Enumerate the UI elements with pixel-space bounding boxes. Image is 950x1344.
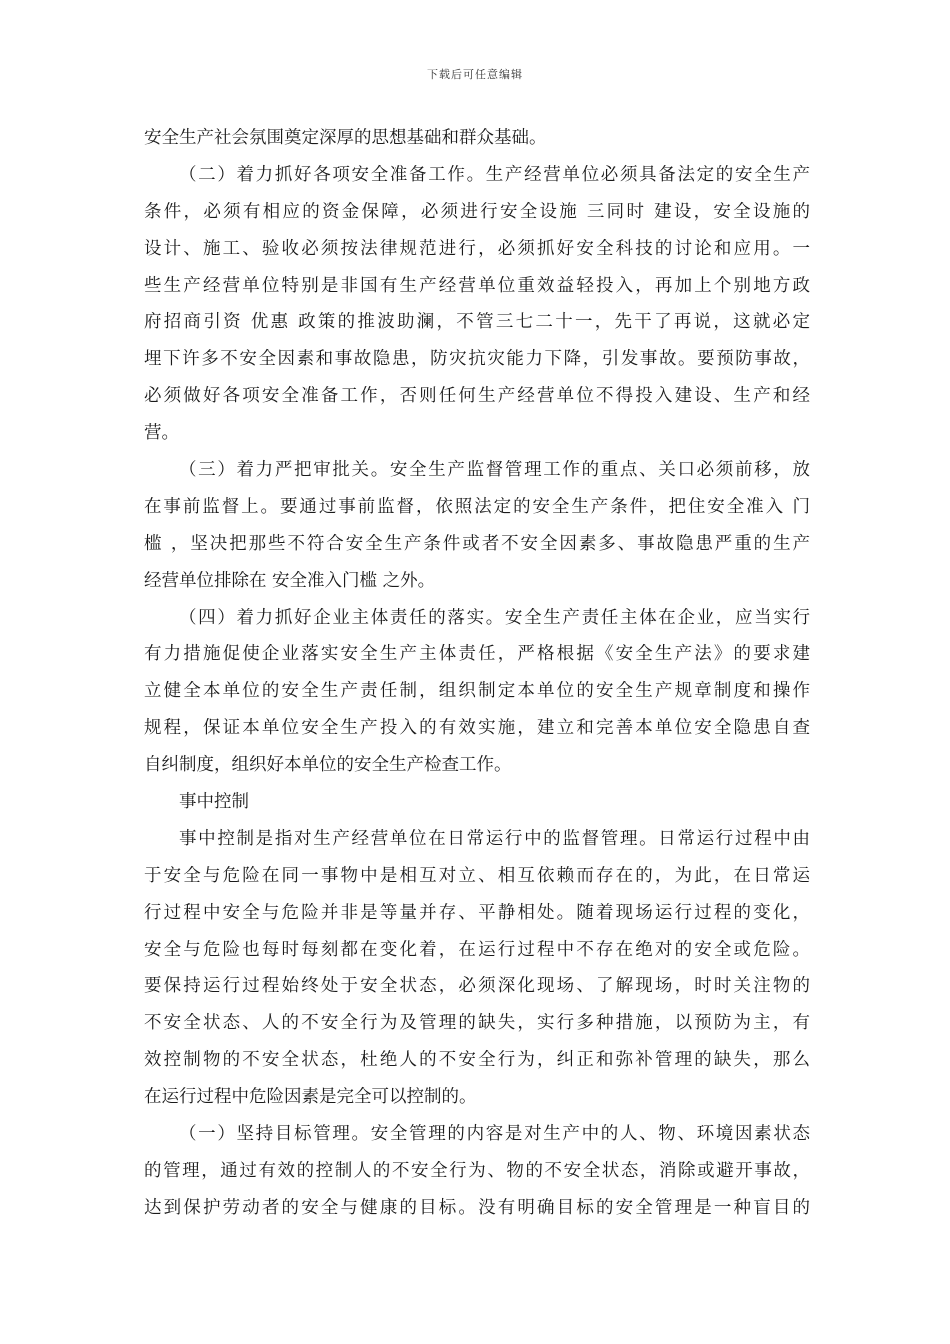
text-line: 安全生产社会氛围奠定深厚的思想基础和群众基础。 (144, 128, 547, 148)
text-line: 在运行过程中危险因素是完全可以控制的。 (144, 1087, 477, 1108)
text-line: 行过程中安全与危险并非是等量并存、平静相处。随着现场运行过程的变化， (144, 902, 810, 923)
text-line: 的管理，通过有效的控制人的不安全行为、物的不安全状态，消除或避开事故， (144, 1160, 810, 1181)
text-line: （二）着力抓好各项安全准备工作。生产经营单位必须具备法定的安全生产 (179, 164, 810, 185)
text-line: 营。 (144, 423, 179, 444)
text-line: 事中控制是指对生产经营单位在日常运行中的监督管理。日常运行过程中由 (179, 828, 810, 849)
text-line: （三）着力严把审批关。安全生产监督管理工作的重点、关口必须前移，放 (179, 460, 810, 481)
text-line: （一）坚持目标管理。安全管理的内容是对生产中的人、物、环境因素状态 (179, 1124, 810, 1145)
text-line: 条件，必须有相应的资金保障，必须进行安全设施 三同时 建设，安全设施的 (144, 201, 810, 222)
text-line: 必须做好各项安全准备工作，否则任何生产经营单位不得投入建设、生产和经 (144, 386, 810, 407)
text-line: 效控制物的不安全状态，杜绝人的不安全行为，纠正和弥补管理的缺失，那么 (144, 1050, 810, 1071)
text-line: 事中控制 (179, 792, 249, 813)
document-body (144, 120, 810, 1227)
text-line: 埋下许多不安全因素和事故隐患，防灾抗灾能力下降，引发事故。要预防事故， (144, 349, 810, 370)
page-header: 下载后可任意编辑 (427, 68, 523, 81)
text-line: 规程，保证本单位安全生产投入的有效实施，建立和完善本单位安全隐患自查 (144, 718, 810, 739)
text-line: 要保持运行过程始终处于安全状态，必须深化现场、了解现场，时时关注物的 (144, 976, 810, 997)
text-line: 自纠制度，组织好本单位的安全生产检查工作。 (144, 755, 512, 776)
text-line: 设计、施工、验收必须按法律规范进行，必须抓好安全科技的讨论和应用。一 (144, 238, 810, 259)
text-line: 槛 ，坚决把那些不符合安全生产条件或者不安全因素多、事故隐患严重的生产 (144, 533, 810, 554)
text-line: 立健全本单位的安全生产责任制，组织制定本单位的安全生产规章制度和操作 (144, 681, 810, 702)
text-line: 安全与危险也每时每刻都在变化着，在运行过程中不存在绝对的安全或危险。 (144, 939, 810, 960)
text-line: 于安全与危险在同一事物中是相互对立、相互依赖而存在的，为此，在日常运 (144, 865, 810, 886)
text-line: （四）着力抓好企业主体责任的落实。安全生产责任主体在企业，应当实行 (179, 607, 810, 628)
text-line: 达到保护劳动者的安全与健康的目标。没有明确目标的安全管理是一种盲目的 (144, 1197, 810, 1218)
text-line: 经营单位排除在 安全准入门槛 之外。 (144, 570, 436, 591)
text-line: 有力措施促使企业落实安全生产主体责任，严格根据《安全生产法》的要求建 (144, 644, 810, 665)
text-line: 在事前监督上。要通过事前监督，依照法定的安全生产条件，把住安全准入 门 (144, 496, 810, 517)
text-line: 些生产经营单位特别是非国有生产经营单位重效益轻投入，再加上个别地方政 (144, 275, 810, 296)
text-line: 不安全状态、人的不安全行为及管理的缺失，实行多种措施，以预防为主，有 (144, 1013, 810, 1034)
text-line: 府招商引资 优惠 政策的推波助澜，不管三七二十一，先干了再说，这就必定 (144, 312, 810, 333)
